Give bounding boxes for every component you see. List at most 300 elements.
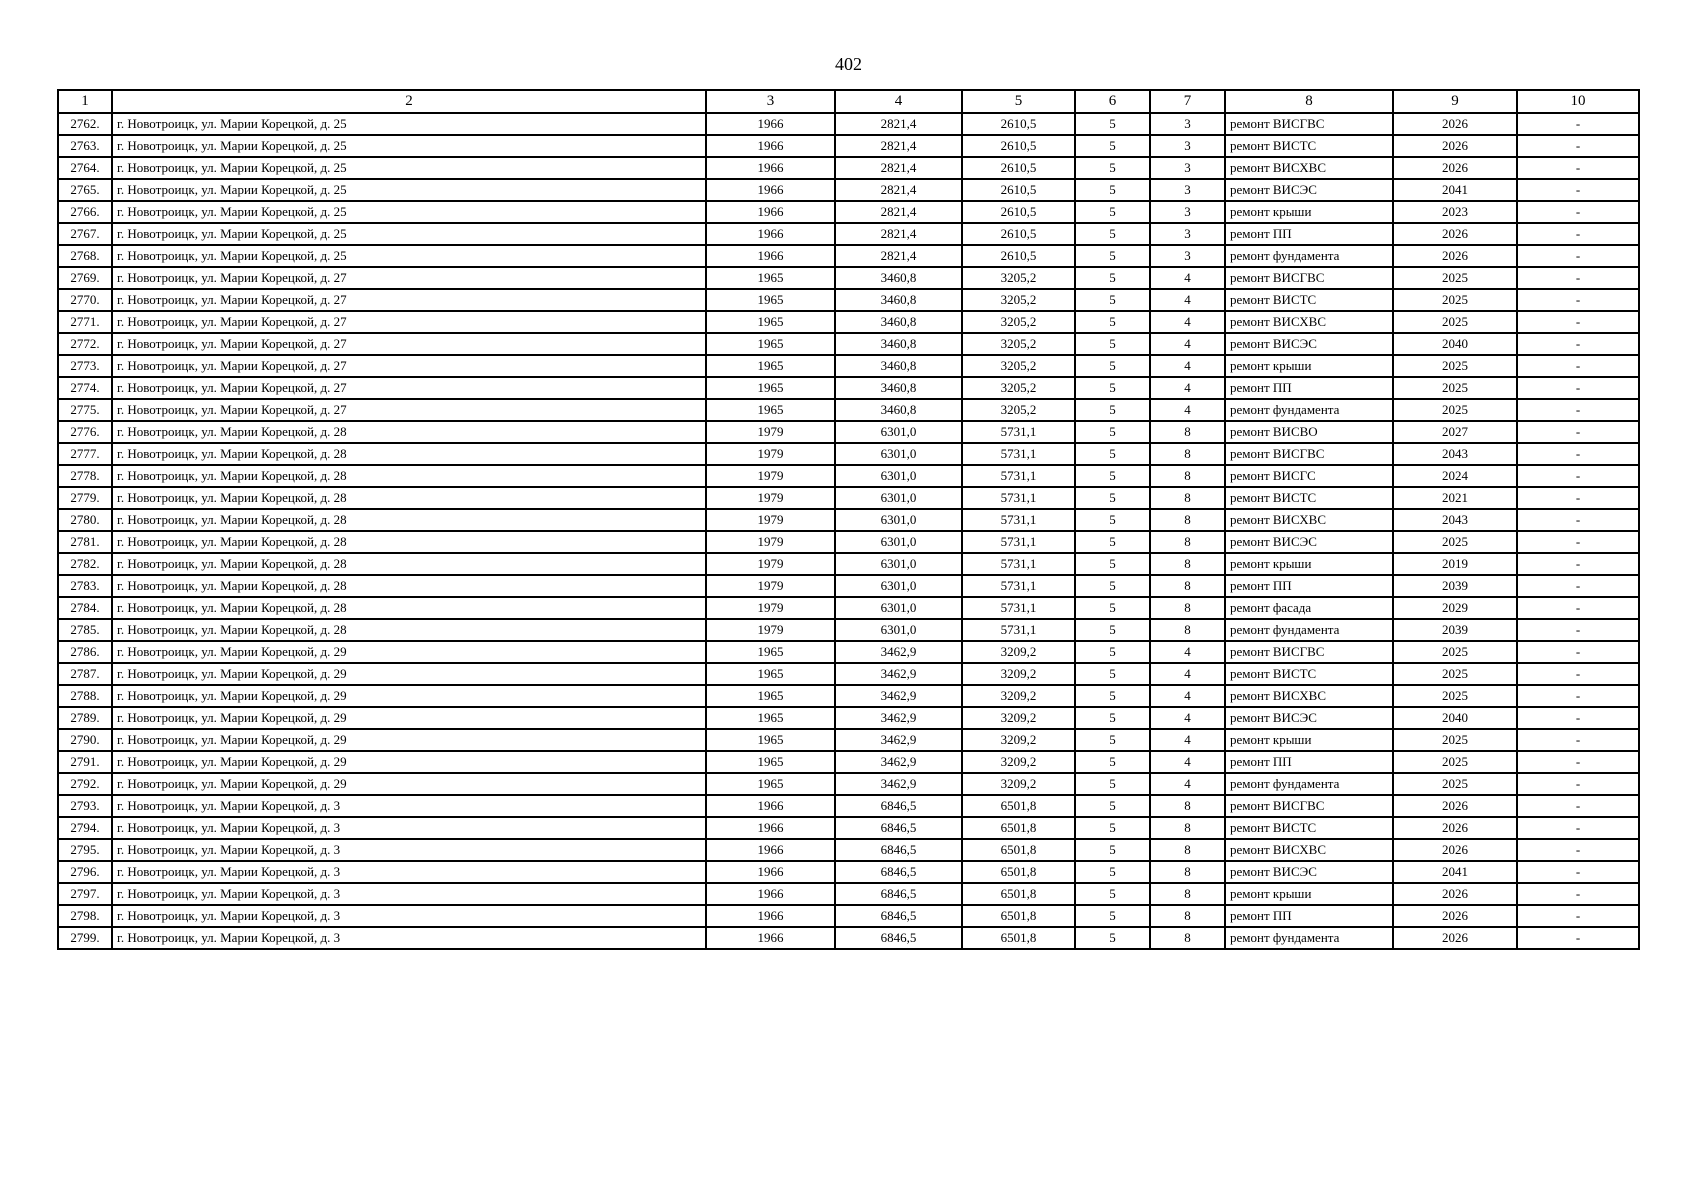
cell-floors: 5 bbox=[1075, 487, 1150, 509]
column-header-10: 10 bbox=[1517, 90, 1639, 113]
cell-row-number: 2775. bbox=[58, 399, 112, 421]
cell-total-area: 6301,0 bbox=[835, 619, 962, 641]
cell-row-number: 2769. bbox=[58, 267, 112, 289]
cell-floors: 5 bbox=[1075, 795, 1150, 817]
cell-floors: 5 bbox=[1075, 421, 1150, 443]
cell-work-type: ремонт крыши bbox=[1225, 553, 1393, 575]
cell-address: г. Новотроицк, ул. Марии Корецкой, д. 25 bbox=[112, 201, 706, 223]
cell-total-area: 6301,0 bbox=[835, 531, 962, 553]
cell-planned-year: 2025 bbox=[1393, 663, 1517, 685]
cell-cell-10: - bbox=[1517, 311, 1639, 333]
cell-work-type: ремонт ВИСГВС bbox=[1225, 795, 1393, 817]
cell-floors: 5 bbox=[1075, 201, 1150, 223]
cell-row-number: 2768. bbox=[58, 245, 112, 267]
cell-work-type: ремонт ПП bbox=[1225, 751, 1393, 773]
cell-work-type: ремонт ВИСГВС bbox=[1225, 113, 1393, 135]
cell-living-area: 5731,1 bbox=[962, 443, 1075, 465]
cell-living-area: 3209,2 bbox=[962, 751, 1075, 773]
cell-floors: 5 bbox=[1075, 619, 1150, 641]
cell-row-number: 2762. bbox=[58, 113, 112, 135]
cell-living-area: 2610,5 bbox=[962, 245, 1075, 267]
table-row bbox=[58, 597, 1639, 619]
cell-floors: 5 bbox=[1075, 861, 1150, 883]
cell-cell-10: - bbox=[1517, 839, 1639, 861]
column-header-2: 2 bbox=[112, 90, 706, 113]
cell-total-area: 3460,8 bbox=[835, 355, 962, 377]
cell-living-area: 3205,2 bbox=[962, 267, 1075, 289]
table-row bbox=[58, 619, 1639, 641]
cell-address: г. Новотроицк, ул. Марии Корецкой, д. 28 bbox=[112, 465, 706, 487]
cell-year-built: 1979 bbox=[706, 553, 835, 575]
cell-year-built: 1979 bbox=[706, 487, 835, 509]
cell-work-type: ремонт ВИСЭС bbox=[1225, 179, 1393, 201]
cell-planned-year: 2041 bbox=[1393, 179, 1517, 201]
cell-year-built: 1966 bbox=[706, 157, 835, 179]
cell-year-built: 1966 bbox=[706, 179, 835, 201]
cell-work-type: ремонт ВИСЭС bbox=[1225, 531, 1393, 553]
cell-row-number: 2764. bbox=[58, 157, 112, 179]
cell-planned-year: 2026 bbox=[1393, 223, 1517, 245]
cell-living-area: 6501,8 bbox=[962, 795, 1075, 817]
table-row bbox=[58, 905, 1639, 927]
cell-entrances: 8 bbox=[1150, 421, 1225, 443]
column-header-9: 9 bbox=[1393, 90, 1517, 113]
cell-cell-10: - bbox=[1517, 531, 1639, 553]
cell-cell-10: - bbox=[1517, 795, 1639, 817]
cell-living-area: 2610,5 bbox=[962, 157, 1075, 179]
cell-cell-10: - bbox=[1517, 113, 1639, 135]
cell-total-area: 3462,9 bbox=[835, 685, 962, 707]
cell-address: г. Новотроицк, ул. Марии Корецкой, д. 3 bbox=[112, 905, 706, 927]
table-header-row bbox=[58, 90, 1639, 113]
cell-cell-10: - bbox=[1517, 729, 1639, 751]
cell-total-area: 6846,5 bbox=[835, 795, 962, 817]
cell-address: г. Новотроицк, ул. Марии Корецкой, д. 3 bbox=[112, 839, 706, 861]
cell-planned-year: 2026 bbox=[1393, 245, 1517, 267]
cell-planned-year: 2025 bbox=[1393, 773, 1517, 795]
cell-row-number: 2783. bbox=[58, 575, 112, 597]
cell-living-area: 3209,2 bbox=[962, 773, 1075, 795]
cell-living-area: 3205,2 bbox=[962, 311, 1075, 333]
cell-address: г. Новотроицк, ул. Марии Корецкой, д. 29 bbox=[112, 663, 706, 685]
cell-total-area: 6846,5 bbox=[835, 927, 962, 949]
cell-cell-10: - bbox=[1517, 399, 1639, 421]
cell-work-type: ремонт ПП bbox=[1225, 575, 1393, 597]
cell-work-type: ремонт ВИСГВС bbox=[1225, 267, 1393, 289]
cell-entrances: 3 bbox=[1150, 157, 1225, 179]
cell-total-area: 3462,9 bbox=[835, 773, 962, 795]
cell-cell-10: - bbox=[1517, 443, 1639, 465]
cell-living-area: 5731,1 bbox=[962, 575, 1075, 597]
cell-row-number: 2786. bbox=[58, 641, 112, 663]
cell-row-number: 2799. bbox=[58, 927, 112, 949]
cell-total-area: 2821,4 bbox=[835, 135, 962, 157]
cell-entrances: 3 bbox=[1150, 135, 1225, 157]
cell-row-number: 2789. bbox=[58, 707, 112, 729]
cell-cell-10: - bbox=[1517, 619, 1639, 641]
cell-year-built: 1965 bbox=[706, 773, 835, 795]
cell-row-number: 2793. bbox=[58, 795, 112, 817]
cell-work-type: ремонт ВИСХВС bbox=[1225, 157, 1393, 179]
cell-address: г. Новотроицк, ул. Марии Корецкой, д. 28 bbox=[112, 443, 706, 465]
cell-work-type: ремонт фундамента bbox=[1225, 619, 1393, 641]
cell-year-built: 1965 bbox=[706, 751, 835, 773]
cell-address: г. Новотроицк, ул. Марии Корецкой, д. 27 bbox=[112, 377, 706, 399]
cell-planned-year: 2026 bbox=[1393, 817, 1517, 839]
cell-entrances: 8 bbox=[1150, 487, 1225, 509]
cell-living-area: 2610,5 bbox=[962, 179, 1075, 201]
cell-cell-10: - bbox=[1517, 487, 1639, 509]
cell-cell-10: - bbox=[1517, 707, 1639, 729]
cell-entrances: 3 bbox=[1150, 179, 1225, 201]
table-row bbox=[58, 113, 1639, 135]
cell-floors: 5 bbox=[1075, 685, 1150, 707]
cell-entrances: 4 bbox=[1150, 289, 1225, 311]
table-row bbox=[58, 135, 1639, 157]
cell-year-built: 1965 bbox=[706, 707, 835, 729]
cell-entrances: 3 bbox=[1150, 223, 1225, 245]
cell-address: г. Новотроицк, ул. Марии Корецкой, д. 28 bbox=[112, 597, 706, 619]
cell-year-built: 1979 bbox=[706, 575, 835, 597]
cell-row-number: 2790. bbox=[58, 729, 112, 751]
cell-year-built: 1979 bbox=[706, 509, 835, 531]
table-row bbox=[58, 443, 1639, 465]
cell-year-built: 1965 bbox=[706, 399, 835, 421]
cell-work-type: ремонт ВИСЭС bbox=[1225, 333, 1393, 355]
cell-address: г. Новотроицк, ул. Марии Корецкой, д. 25 bbox=[112, 245, 706, 267]
cell-address: г. Новотроицк, ул. Марии Корецкой, д. 28 bbox=[112, 575, 706, 597]
cell-living-area: 2610,5 bbox=[962, 113, 1075, 135]
cell-address: г. Новотроицк, ул. Марии Корецкой, д. 3 bbox=[112, 883, 706, 905]
cell-planned-year: 2025 bbox=[1393, 377, 1517, 399]
cell-living-area: 5731,1 bbox=[962, 421, 1075, 443]
cell-cell-10: - bbox=[1517, 223, 1639, 245]
cell-floors: 5 bbox=[1075, 377, 1150, 399]
cell-total-area: 3462,9 bbox=[835, 729, 962, 751]
cell-entrances: 4 bbox=[1150, 399, 1225, 421]
cell-living-area: 6501,8 bbox=[962, 839, 1075, 861]
page-number: 402 bbox=[835, 54, 862, 74]
cell-year-built: 1965 bbox=[706, 663, 835, 685]
cell-entrances: 8 bbox=[1150, 795, 1225, 817]
table-row bbox=[58, 663, 1639, 685]
cell-row-number: 2788. bbox=[58, 685, 112, 707]
cell-year-built: 1965 bbox=[706, 377, 835, 399]
table-row bbox=[58, 575, 1639, 597]
cell-address: г. Новотроицк, ул. Марии Корецкой, д. 27 bbox=[112, 399, 706, 421]
table-row bbox=[58, 641, 1639, 663]
cell-planned-year: 2041 bbox=[1393, 861, 1517, 883]
cell-row-number: 2772. bbox=[58, 333, 112, 355]
cell-cell-10: - bbox=[1517, 927, 1639, 949]
cell-living-area: 3205,2 bbox=[962, 355, 1075, 377]
cell-row-number: 2767. bbox=[58, 223, 112, 245]
cell-cell-10: - bbox=[1517, 267, 1639, 289]
cell-row-number: 2782. bbox=[58, 553, 112, 575]
cell-floors: 5 bbox=[1075, 817, 1150, 839]
cell-row-number: 2795. bbox=[58, 839, 112, 861]
cell-work-type: ремонт ВИСГВС bbox=[1225, 443, 1393, 465]
table-row bbox=[58, 883, 1639, 905]
cell-address: г. Новотроицк, ул. Марии Корецкой, д. 25 bbox=[112, 223, 706, 245]
cell-floors: 5 bbox=[1075, 597, 1150, 619]
cell-floors: 5 bbox=[1075, 179, 1150, 201]
cell-total-area: 6846,5 bbox=[835, 883, 962, 905]
cell-cell-10: - bbox=[1517, 421, 1639, 443]
cell-row-number: 2777. bbox=[58, 443, 112, 465]
cell-cell-10: - bbox=[1517, 245, 1639, 267]
cell-total-area: 3462,9 bbox=[835, 663, 962, 685]
cell-floors: 5 bbox=[1075, 355, 1150, 377]
table-row bbox=[58, 465, 1639, 487]
cell-floors: 5 bbox=[1075, 509, 1150, 531]
cell-living-area: 3205,2 bbox=[962, 399, 1075, 421]
cell-address: г. Новотроицк, ул. Марии Корецкой, д. 27 bbox=[112, 333, 706, 355]
cell-row-number: 2787. bbox=[58, 663, 112, 685]
cell-entrances: 4 bbox=[1150, 355, 1225, 377]
cell-planned-year: 2025 bbox=[1393, 531, 1517, 553]
cell-cell-10: - bbox=[1517, 553, 1639, 575]
cell-entrances: 8 bbox=[1150, 905, 1225, 927]
cell-cell-10: - bbox=[1517, 773, 1639, 795]
cell-work-type: ремонт ВИСТС bbox=[1225, 817, 1393, 839]
cell-year-built: 1966 bbox=[706, 245, 835, 267]
table-row bbox=[58, 223, 1639, 245]
cell-cell-10: - bbox=[1517, 861, 1639, 883]
cell-entrances: 4 bbox=[1150, 333, 1225, 355]
cell-entrances: 4 bbox=[1150, 685, 1225, 707]
cell-planned-year: 2025 bbox=[1393, 399, 1517, 421]
cell-row-number: 2776. bbox=[58, 421, 112, 443]
cell-floors: 5 bbox=[1075, 465, 1150, 487]
cell-floors: 5 bbox=[1075, 113, 1150, 135]
cell-cell-10: - bbox=[1517, 817, 1639, 839]
cell-floors: 5 bbox=[1075, 553, 1150, 575]
cell-planned-year: 2039 bbox=[1393, 619, 1517, 641]
cell-planned-year: 2024 bbox=[1393, 465, 1517, 487]
cell-planned-year: 2025 bbox=[1393, 641, 1517, 663]
cell-address: г. Новотроицк, ул. Марии Корецкой, д. 25 bbox=[112, 113, 706, 135]
cell-year-built: 1966 bbox=[706, 201, 835, 223]
cell-floors: 5 bbox=[1075, 905, 1150, 927]
cell-year-built: 1965 bbox=[706, 641, 835, 663]
cell-cell-10: - bbox=[1517, 685, 1639, 707]
cell-planned-year: 2027 bbox=[1393, 421, 1517, 443]
cell-total-area: 6301,0 bbox=[835, 443, 962, 465]
cell-floors: 5 bbox=[1075, 135, 1150, 157]
cell-living-area: 3209,2 bbox=[962, 685, 1075, 707]
cell-living-area: 2610,5 bbox=[962, 135, 1075, 157]
cell-planned-year: 2026 bbox=[1393, 795, 1517, 817]
table-row bbox=[58, 245, 1639, 267]
column-header-4: 4 bbox=[835, 90, 962, 113]
cell-floors: 5 bbox=[1075, 729, 1150, 751]
cell-planned-year: 2026 bbox=[1393, 927, 1517, 949]
table-row bbox=[58, 267, 1639, 289]
table-row bbox=[58, 333, 1639, 355]
cell-total-area: 6846,5 bbox=[835, 861, 962, 883]
cell-total-area: 2821,4 bbox=[835, 157, 962, 179]
cell-total-area: 3460,8 bbox=[835, 289, 962, 311]
cell-total-area: 3460,8 bbox=[835, 377, 962, 399]
cell-address: г. Новотроицк, ул. Марии Корецкой, д. 3 bbox=[112, 795, 706, 817]
cell-total-area: 2821,4 bbox=[835, 201, 962, 223]
cell-total-area: 6301,0 bbox=[835, 597, 962, 619]
cell-address: г. Новотроицк, ул. Марии Корецкой, д. 25 bbox=[112, 179, 706, 201]
cell-row-number: 2771. bbox=[58, 311, 112, 333]
cell-year-built: 1979 bbox=[706, 619, 835, 641]
cell-cell-10: - bbox=[1517, 883, 1639, 905]
cell-work-type: ремонт ПП bbox=[1225, 905, 1393, 927]
cell-row-number: 2794. bbox=[58, 817, 112, 839]
registry-table bbox=[57, 89, 1640, 950]
cell-row-number: 2797. bbox=[58, 883, 112, 905]
cell-address: г. Новотроицк, ул. Марии Корецкой, д. 28 bbox=[112, 421, 706, 443]
cell-year-built: 1965 bbox=[706, 355, 835, 377]
cell-work-type: ремонт ВИСЭС bbox=[1225, 707, 1393, 729]
cell-total-area: 2821,4 bbox=[835, 223, 962, 245]
table-row bbox=[58, 839, 1639, 861]
cell-floors: 5 bbox=[1075, 839, 1150, 861]
cell-work-type: ремонт крыши bbox=[1225, 883, 1393, 905]
cell-work-type: ремонт ВИСТС bbox=[1225, 663, 1393, 685]
cell-total-area: 3462,9 bbox=[835, 707, 962, 729]
cell-total-area: 6301,0 bbox=[835, 421, 962, 443]
cell-year-built: 1966 bbox=[706, 883, 835, 905]
cell-cell-10: - bbox=[1517, 509, 1639, 531]
table-row bbox=[58, 377, 1639, 399]
cell-floors: 5 bbox=[1075, 289, 1150, 311]
cell-planned-year: 2043 bbox=[1393, 509, 1517, 531]
cell-cell-10: - bbox=[1517, 597, 1639, 619]
cell-entrances: 4 bbox=[1150, 311, 1225, 333]
cell-floors: 5 bbox=[1075, 333, 1150, 355]
table-row bbox=[58, 289, 1639, 311]
cell-total-area: 6301,0 bbox=[835, 553, 962, 575]
cell-work-type: ремонт фундамента bbox=[1225, 927, 1393, 949]
cell-entrances: 8 bbox=[1150, 883, 1225, 905]
cell-total-area: 6301,0 bbox=[835, 487, 962, 509]
cell-row-number: 2785. bbox=[58, 619, 112, 641]
cell-row-number: 2784. bbox=[58, 597, 112, 619]
cell-work-type: ремонт крыши bbox=[1225, 355, 1393, 377]
column-header-8: 8 bbox=[1225, 90, 1393, 113]
cell-planned-year: 2026 bbox=[1393, 135, 1517, 157]
cell-cell-10: - bbox=[1517, 333, 1639, 355]
cell-living-area: 3209,2 bbox=[962, 641, 1075, 663]
cell-entrances: 8 bbox=[1150, 509, 1225, 531]
table-row bbox=[58, 685, 1639, 707]
cell-cell-10: - bbox=[1517, 751, 1639, 773]
cell-living-area: 2610,5 bbox=[962, 201, 1075, 223]
cell-year-built: 1966 bbox=[706, 795, 835, 817]
cell-work-type: ремонт ВИСТС bbox=[1225, 487, 1393, 509]
cell-floors: 5 bbox=[1075, 641, 1150, 663]
cell-row-number: 2778. bbox=[58, 465, 112, 487]
cell-row-number: 2781. bbox=[58, 531, 112, 553]
table-row bbox=[58, 201, 1639, 223]
cell-row-number: 2791. bbox=[58, 751, 112, 773]
cell-entrances: 8 bbox=[1150, 553, 1225, 575]
cell-planned-year: 2039 bbox=[1393, 575, 1517, 597]
cell-year-built: 1966 bbox=[706, 223, 835, 245]
cell-entrances: 4 bbox=[1150, 707, 1225, 729]
table-row bbox=[58, 355, 1639, 377]
cell-row-number: 2774. bbox=[58, 377, 112, 399]
cell-cell-10: - bbox=[1517, 201, 1639, 223]
cell-cell-10: - bbox=[1517, 465, 1639, 487]
cell-address: г. Новотроицк, ул. Марии Корецкой, д. 29 bbox=[112, 707, 706, 729]
cell-entrances: 8 bbox=[1150, 927, 1225, 949]
cell-year-built: 1966 bbox=[706, 927, 835, 949]
cell-work-type: ремонт ПП bbox=[1225, 223, 1393, 245]
cell-cell-10: - bbox=[1517, 135, 1639, 157]
cell-year-built: 1966 bbox=[706, 839, 835, 861]
table-row bbox=[58, 927, 1639, 949]
cell-entrances: 8 bbox=[1150, 597, 1225, 619]
cell-row-number: 2796. bbox=[58, 861, 112, 883]
table-row bbox=[58, 531, 1639, 553]
cell-living-area: 6501,8 bbox=[962, 927, 1075, 949]
cell-address: г. Новотроицк, ул. Марии Корецкой, д. 29 bbox=[112, 773, 706, 795]
cell-planned-year: 2025 bbox=[1393, 267, 1517, 289]
cell-year-built: 1965 bbox=[706, 289, 835, 311]
cell-row-number: 2765. bbox=[58, 179, 112, 201]
table-body bbox=[58, 113, 1639, 949]
table-row bbox=[58, 729, 1639, 751]
cell-entrances: 8 bbox=[1150, 531, 1225, 553]
cell-planned-year: 2025 bbox=[1393, 355, 1517, 377]
cell-year-built: 1979 bbox=[706, 597, 835, 619]
cell-year-built: 1965 bbox=[706, 333, 835, 355]
cell-address: г. Новотроицк, ул. Марии Корецкой, д. 27 bbox=[112, 311, 706, 333]
cell-entrances: 4 bbox=[1150, 641, 1225, 663]
cell-work-type: ремонт ВИСТС bbox=[1225, 289, 1393, 311]
cell-entrances: 4 bbox=[1150, 751, 1225, 773]
cell-total-area: 2821,4 bbox=[835, 245, 962, 267]
cell-entrances: 4 bbox=[1150, 377, 1225, 399]
table-row bbox=[58, 553, 1639, 575]
cell-total-area: 3462,9 bbox=[835, 751, 962, 773]
cell-entrances: 8 bbox=[1150, 575, 1225, 597]
cell-row-number: 2766. bbox=[58, 201, 112, 223]
cell-work-type: ремонт ВИСХВС bbox=[1225, 311, 1393, 333]
cell-total-area: 6846,5 bbox=[835, 905, 962, 927]
cell-entrances: 8 bbox=[1150, 443, 1225, 465]
cell-floors: 5 bbox=[1075, 399, 1150, 421]
cell-address: г. Новотроицк, ул. Марии Корецкой, д. 29 bbox=[112, 751, 706, 773]
table-row bbox=[58, 179, 1639, 201]
cell-floors: 5 bbox=[1075, 267, 1150, 289]
table-row bbox=[58, 751, 1639, 773]
table-row bbox=[58, 487, 1639, 509]
cell-floors: 5 bbox=[1075, 157, 1150, 179]
cell-living-area: 3209,2 bbox=[962, 729, 1075, 751]
cell-planned-year: 2026 bbox=[1393, 839, 1517, 861]
cell-row-number: 2770. bbox=[58, 289, 112, 311]
cell-living-area: 3205,2 bbox=[962, 377, 1075, 399]
cell-address: г. Новотроицк, ул. Марии Корецкой, д. 28 bbox=[112, 487, 706, 509]
cell-floors: 5 bbox=[1075, 707, 1150, 729]
cell-floors: 5 bbox=[1075, 575, 1150, 597]
table-row bbox=[58, 399, 1639, 421]
cell-address: г. Новотроицк, ул. Марии Корецкой, д. 3 bbox=[112, 927, 706, 949]
cell-work-type: ремонт ВИСХВС bbox=[1225, 509, 1393, 531]
cell-row-number: 2792. bbox=[58, 773, 112, 795]
cell-address: г. Новотроицк, ул. Марии Корецкой, д. 28 bbox=[112, 531, 706, 553]
cell-work-type: ремонт фундамента bbox=[1225, 399, 1393, 421]
cell-floors: 5 bbox=[1075, 927, 1150, 949]
